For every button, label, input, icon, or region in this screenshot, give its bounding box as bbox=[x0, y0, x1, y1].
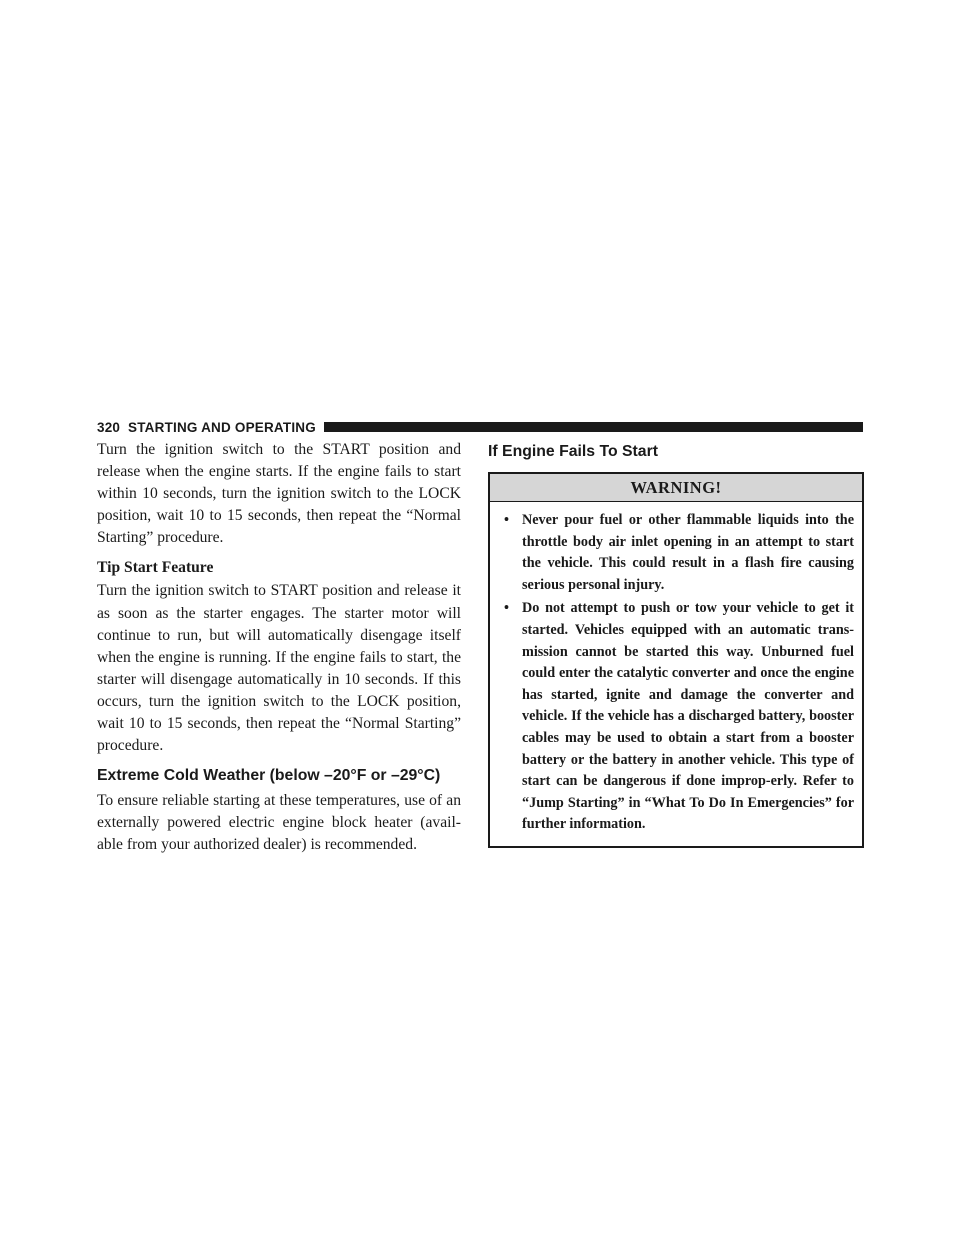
warning-item bbox=[502, 598, 854, 836]
warning-item-text: Do not attempt to push or tow your vehicle to get it started. Vehicles equipped with an automatic trans-mission cannot be started this way. Unburned fuel could enter the catalytic converter and once the engine has started, ignite and damage the converter and vehicle. If the vehicle has a discharged battery, booster cables may be used to obtain a start from a booster battery or the battery in another vehicle. This type of start can be dangerous if done improp-erly. Refer to “Jump Starting” in “What To Do In Emergencies” for further information. bbox=[522, 600, 854, 833]
page-header bbox=[97, 417, 863, 437]
page-number: 320 bbox=[97, 419, 121, 435]
section-title: STARTING AND OPERATING bbox=[128, 419, 316, 435]
header-rule bbox=[324, 422, 863, 432]
extreme-cold-heading: Extreme Cold Weather (below –20°F or –29°C) bbox=[97, 767, 441, 785]
tip-start-heading: Tip Start Feature bbox=[97, 559, 214, 577]
warning-item bbox=[502, 510, 854, 596]
left-column bbox=[97, 439, 461, 857]
extreme-cold-paragraph: To ensure reliable starting at these temperatures, use of an externally powered electric engine block heater (avail-able from your authorized dealer) is recommended. bbox=[97, 792, 461, 854]
warning-box bbox=[488, 472, 864, 848]
warning-item-text: Never pour fuel or other flammable liquids into the throttle body air inlet opening in an attempt to start the vehicle. This could result in a flash fire causing serious personal injury. bbox=[522, 512, 854, 593]
bullet-icon: • bbox=[504, 600, 509, 617]
right-column bbox=[488, 439, 864, 848]
bullet-icon: • bbox=[504, 512, 509, 528]
warning-list bbox=[490, 502, 862, 846]
engine-fails-heading: If Engine Fails To Start bbox=[488, 443, 658, 460]
warning-title: WARNING! bbox=[490, 474, 862, 502]
intro-paragraph: Turn the ignition switch to the START position and release when the engine starts. If the engine fails to start within 10 seconds, turn the ignition switch to the LOCK position, wait 10 to 15 seconds, then repeat the “Normal Starting” procedure. bbox=[97, 441, 461, 547]
page-header-text bbox=[97, 420, 324, 435]
tip-start-paragraph: Turn the ignition switch to START position and release it as soon as the starter engages. The starter motor will continue to run, but will automatically disengage itself when the engine is running. If the engine fails to start, the starter will disengage automatically in 10 seconds. If this occurs, turn the ignition switch to the LOCK position, wait 10 to 15 seconds, then repeat the “Normal Starting” procedure. bbox=[97, 582, 461, 755]
